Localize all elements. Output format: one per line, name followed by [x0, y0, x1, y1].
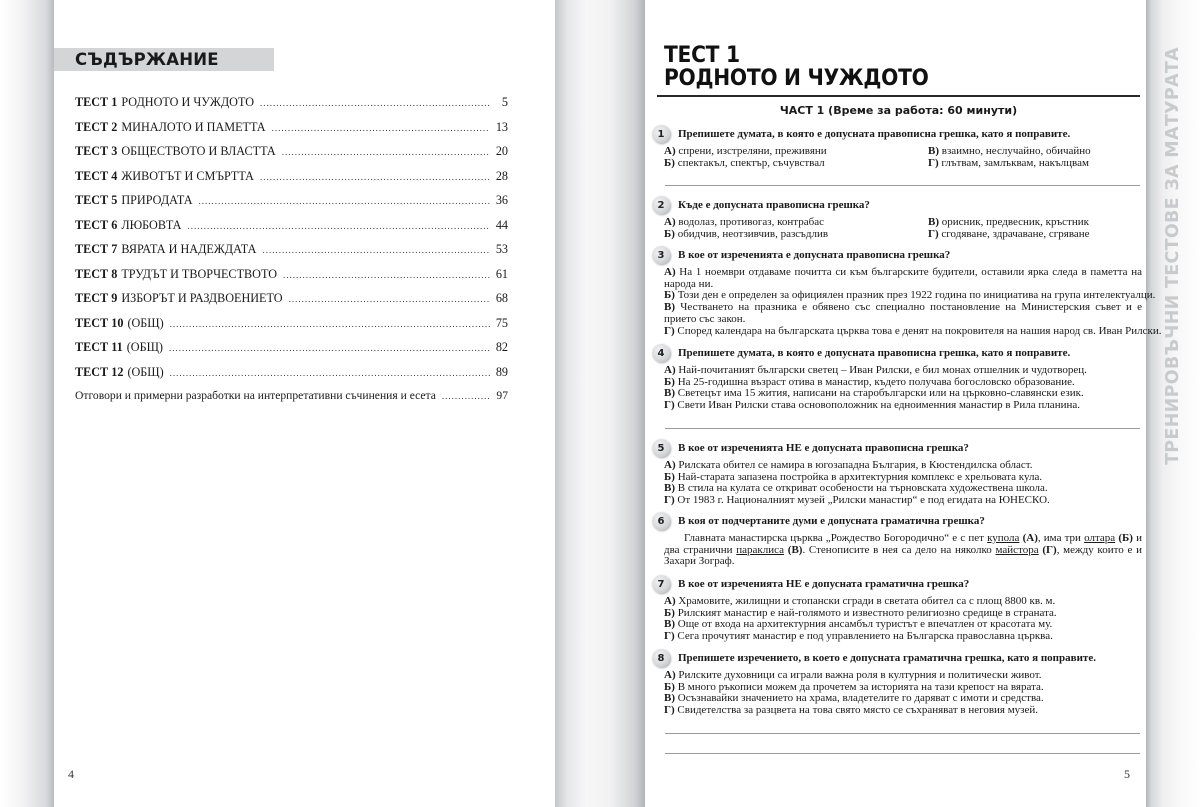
option-key: В) [664, 301, 675, 314]
passage-text: , има три [1037, 532, 1085, 544]
option-text: глътвам, замлъквам, накълцвам [941, 156, 1089, 169]
question-passage [664, 533, 1142, 568]
toc-entry-title: ИЗБОРЪТ И РАЗДВОЕНИЕТО [121, 291, 283, 305]
option-text: сгодяване, здрачаване, сгряване [941, 227, 1090, 240]
toc-entry-page: 68 [495, 291, 508, 305]
title-rule [657, 95, 1140, 97]
toc-entry-label: ТЕСТ 8 [75, 266, 118, 281]
option-text: Честването на празника е обявено със специално постановление на Министерския съвет и е прието със закон. [664, 301, 1142, 325]
toc-leader [282, 147, 490, 157]
toc-entry-page: 5 [501, 95, 508, 109]
toc-entry[interactable] [75, 144, 508, 169]
answer-option[interactable] [928, 158, 1142, 170]
question-number-badge: 2 [652, 196, 670, 214]
toc-entry-label: ТЕСТ 10 [75, 315, 124, 330]
option-text: обидчив, неотзивчив, разсъдлив [677, 227, 829, 240]
option-key: Г) [928, 227, 939, 240]
option-key: А) [664, 364, 676, 376]
toc-entry-title: Отговори и примерни разработки на интерпретативни съчинения и есета [75, 389, 436, 402]
option-key: А) [664, 669, 676, 681]
option-text: Рилската обител се намира в югозападна България, в Кюстендилска област. [678, 459, 1033, 471]
toc-entry-title: ТРУДЪТ И ТВОРЧЕСТВОТО [121, 266, 278, 281]
toc-entry[interactable] [75, 218, 508, 243]
option-text: Свети Иван Рилски става основоположник на едноименния манастир в Рила планина. [677, 399, 1080, 412]
option-key: Б) [664, 227, 675, 240]
page-number-right: 5 [1124, 767, 1130, 781]
toc-entry[interactable] [75, 291, 508, 316]
answer-option[interactable] [664, 631, 1142, 643]
option-key: А) [664, 595, 676, 607]
question-4 [652, 344, 1142, 412]
toc-entry-title: ВЯРАТА И НАДЕЖДАТА [121, 242, 257, 256]
option-key: (Б) [1118, 532, 1133, 544]
toc-entry-title: РОДНОТО И ЧУЖДОТО [121, 95, 255, 109]
question-6 [652, 512, 1142, 568]
option-key: В) [928, 216, 939, 228]
toc-leader [283, 270, 490, 280]
option-text: спектакъл, спектър, съчувствал [677, 156, 825, 169]
passage-text: и два странични [664, 532, 1143, 556]
toc-entry[interactable] [75, 316, 508, 341]
option-key: В) [664, 482, 675, 495]
option-text: На 1 ноември отдаваме почитта си към българските будители, оставили ярка следа в паметта на народа ни. [664, 266, 1143, 290]
option-text: На 25-годишна възраст отива в манастир, където получава богословско образование. [677, 375, 1075, 388]
toc-entry-page: 82 [495, 340, 508, 354]
option-key: А) [664, 145, 676, 157]
toc-entry-title: (ОБЩ) [126, 340, 163, 354]
toc-entry-title: МИНАЛОТО И ПАМЕТТА [121, 119, 266, 134]
toc-entry[interactable] [75, 340, 508, 365]
option-text: Според календара на българската църква това е денят на покровителя на нашия народ св. Иван Рилски. [677, 324, 1162, 337]
option-key: В) [928, 145, 939, 157]
question-number-badge: 7 [652, 575, 670, 593]
option-text: Рилският манастир е най-голямото и известното религиозно средище в страната. [677, 606, 1057, 619]
option-text: Светецът има 15 жития, написани на старобългарски или на църковно-славянски език. [677, 387, 1084, 400]
option-key: В) [664, 387, 675, 400]
question-text: В кое от изреченията НЕ е допусната правописна грешка? [678, 442, 969, 454]
option-key: (В) [787, 543, 803, 556]
question-8 [652, 649, 1142, 717]
answer-option[interactable] [928, 229, 1142, 241]
toc-entry-label: ТЕСТ 5 [75, 193, 118, 207]
part-heading: ЧАСТ 1 (Време за работа: 60 минути) [779, 104, 1018, 117]
option-key: Г) [664, 324, 675, 337]
toc-entry[interactable] [75, 242, 508, 267]
page-number-left: 4 [68, 767, 74, 781]
option-key: Г) [664, 704, 675, 717]
underlined-word-b[interactable]: олтара [1084, 532, 1116, 544]
option-key: Б) [664, 289, 675, 302]
question-text: Къде е допусната правописна грешка? [678, 199, 870, 211]
toc-entry-label: ТЕСТ 1 [75, 95, 118, 109]
answer-option[interactable] [664, 158, 928, 170]
toc-leader [260, 172, 490, 182]
option-text: орисник, предвесник, кръстник [941, 216, 1089, 228]
table-of-contents [75, 95, 508, 414]
question-2 [652, 196, 1142, 240]
toc-entry-title: (ОБЩ) [127, 364, 164, 379]
option-key: Б) [664, 156, 675, 169]
toc-leader [169, 343, 490, 353]
toc-leader [289, 294, 490, 304]
option-text: Рилските духовници са играли важна роля в културния и политически живот. [678, 669, 1042, 681]
toc-entry-title: ОБЩЕСТВОТО И ВЛАСТТА [121, 144, 276, 158]
question-number-badge: 1 [652, 125, 670, 143]
toc-entry-title: (ОБЩ) [127, 315, 164, 330]
question-text: В коя от подчертаните думи е допусната граматична грешка? [678, 515, 985, 527]
option-text: Най-почитаният български светец – Иван Рилски, е бил монах отшелник и чудотворец. [678, 364, 1087, 376]
book-gutter [555, 0, 645, 807]
question-text: В кое от изреченията НЕ е допусната граматична грешка? [678, 578, 970, 590]
toc-entry[interactable] [75, 95, 508, 120]
toc-entry-page: 13 [495, 119, 508, 134]
book-edge-left [0, 0, 54, 807]
toc-entry-answers[interactable] [75, 389, 508, 414]
option-key: Б) [664, 606, 675, 619]
option-key: Б) [664, 680, 675, 693]
toc-entry-page: 97 [496, 389, 508, 402]
option-text: Сега прочутият манастир е под управлението на Българска православна църква. [677, 630, 1053, 643]
toc-entry-label: ТЕСТ 11 [75, 340, 123, 354]
question-5 [652, 439, 1142, 507]
answer-option[interactable] [664, 400, 1142, 412]
answer-line[interactable] [665, 733, 1140, 734]
option-key: (А) [1022, 532, 1038, 544]
toc-entry[interactable] [75, 193, 508, 218]
toc-leader [260, 98, 490, 108]
question-1 [652, 125, 1142, 169]
toc-entry-page: 20 [495, 144, 508, 158]
option-key: Б) [664, 375, 675, 388]
test-title-line1: ТЕСТ 1 [664, 43, 740, 68]
passage-text: , между които е и Захари Зограф. [664, 543, 1142, 568]
option-text: Осъзнавайки значението на храма, владетелите го даряват с имоти и средства. [677, 692, 1044, 705]
option-text: Храмовите, жилищни и стопански сгради в светата обител са с площ 8800 кв. м. [678, 595, 1056, 607]
toc-entry-page: 61 [495, 266, 508, 281]
answer-line[interactable] [665, 753, 1140, 754]
toc-leader [170, 319, 490, 329]
toc-entry-title: ЖИВОТЪТ И СМЪРТТА [121, 168, 254, 183]
toc-entry-page: 53 [495, 242, 508, 256]
passage-text: Главната манастирска църква „Рождество Богородично“ е с пет [684, 532, 988, 544]
test-title-line2: РОДНОТО И ЧУЖДОТО [664, 66, 929, 91]
toc-leader [199, 196, 490, 206]
answer-option[interactable] [664, 302, 1142, 325]
option-text: В стила на кулата се откриват особености на търновската художествена школа. [677, 482, 1048, 495]
answer-option[interactable] [664, 495, 1142, 507]
option-text: Най-старата запазена постройка в архитектурния комплекс е хрельовата кула. [677, 470, 1043, 483]
question-number-badge: 6 [652, 512, 670, 530]
toc-entry[interactable] [75, 120, 508, 145]
option-text: Още от входа на архитектурния ансамбъл туристът е впечатлен от красотата му. [677, 618, 1053, 631]
option-text: взаимно, неслучайно, обичайно [941, 145, 1091, 157]
option-key: Г) [928, 156, 939, 169]
option-key: Г) [664, 494, 675, 507]
toc-entry-label: ТЕСТ 12 [75, 364, 124, 379]
side-series-title: ТРЕНИРОВЪЧНИ ТЕСТОВЕ ЗА МАТУРАТА [1163, 47, 1183, 465]
question-text: Препишете думата, в която е допусната правописна грешка, като я поправите. [678, 347, 1071, 359]
option-key: Б) [664, 470, 675, 483]
underlined-word-v[interactable]: параклиса [736, 543, 785, 556]
toc-entry-label: ТЕСТ 6 [75, 217, 118, 232]
toc-entry-label: ТЕСТ 4 [75, 168, 118, 183]
test-title [664, 44, 929, 90]
underlined-word-g[interactable]: майстора [995, 543, 1039, 556]
option-text: спрени, изстреляни, преживяни [678, 145, 827, 157]
answer-option[interactable] [664, 705, 1142, 717]
toc-entry-page: 28 [495, 168, 508, 183]
toc-entry-title: ПРИРОДАТА [121, 193, 193, 207]
option-key: В) [664, 692, 675, 705]
option-key: А) [664, 216, 676, 228]
toc-entry-label: ТЕСТ 7 [75, 242, 118, 256]
toc-leader [187, 221, 490, 231]
question-number-badge: 5 [652, 439, 670, 457]
option-text: водолаз, противогаз, контрабас [678, 216, 824, 228]
answer-option[interactable] [664, 324, 1162, 338]
question-number-badge: 3 [652, 246, 670, 264]
toc-entry[interactable] [75, 365, 508, 390]
toc-entry-page: 75 [495, 315, 508, 330]
option-key: А) [664, 459, 676, 471]
toc-entry[interactable] [75, 169, 508, 194]
option-key: В) [664, 618, 675, 631]
toc-leader [170, 368, 490, 378]
toc-leader [442, 391, 490, 401]
toc-leader [262, 245, 490, 255]
toc-entry-label: ТЕСТ 2 [75, 119, 118, 134]
question-text: Препишете думата, в която е допусната правописна грешка, като я поправите. [678, 128, 1071, 140]
option-text: От 1983 г. Националният музей „Рилски манастир“ е под егидата на ЮНЕСКО. [677, 494, 1050, 507]
toc-entry-page: 44 [495, 217, 508, 232]
toc-entry-label: ТЕСТ 3 [75, 144, 118, 158]
option-key: Г) [664, 630, 675, 643]
toc-heading: СЪДЪРЖАНИЕ [75, 50, 219, 69]
question-number-badge: 8 [652, 649, 670, 667]
option-key: Г) [664, 399, 675, 412]
option-key: (Г) [1042, 543, 1057, 556]
answer-line[interactable] [665, 428, 1140, 429]
answer-option[interactable] [664, 267, 1142, 290]
answer-option[interactable] [664, 229, 928, 241]
question-number-badge: 4 [652, 344, 670, 362]
passage-text: . Стенописите в нея са дело на няколко [802, 543, 996, 556]
option-text: Свидетелства за разцвета на това свято място се съхраняват в неговия музей. [677, 704, 1039, 717]
option-key: А) [664, 266, 676, 278]
question-text: Препишете изречението, в което е допусната граматична грешка, като я поправите. [678, 652, 1096, 664]
toc-entry-label: ТЕСТ 9 [75, 291, 118, 305]
toc-entry-title: ЛЮБОВТА [121, 217, 182, 232]
toc-entry-page: 89 [495, 364, 508, 379]
toc-entry-page: 36 [495, 193, 508, 207]
option-text: В много ръкописи можем да прочетем за историята на тази крепост на вярата. [677, 680, 1044, 693]
question-7 [652, 575, 1142, 643]
toc-entry[interactable] [75, 267, 508, 292]
answer-line[interactable] [665, 185, 1140, 186]
question-3 [652, 246, 1162, 337]
underlined-word-a[interactable]: купола [987, 532, 1020, 544]
question-text: В кое от изреченията е допусната правописна грешка? [678, 249, 951, 261]
toc-leader [272, 123, 490, 133]
option-text: Този ден е определен за официялен празник през 1922 година по инициатива на група интелектуалци. [677, 289, 1156, 302]
